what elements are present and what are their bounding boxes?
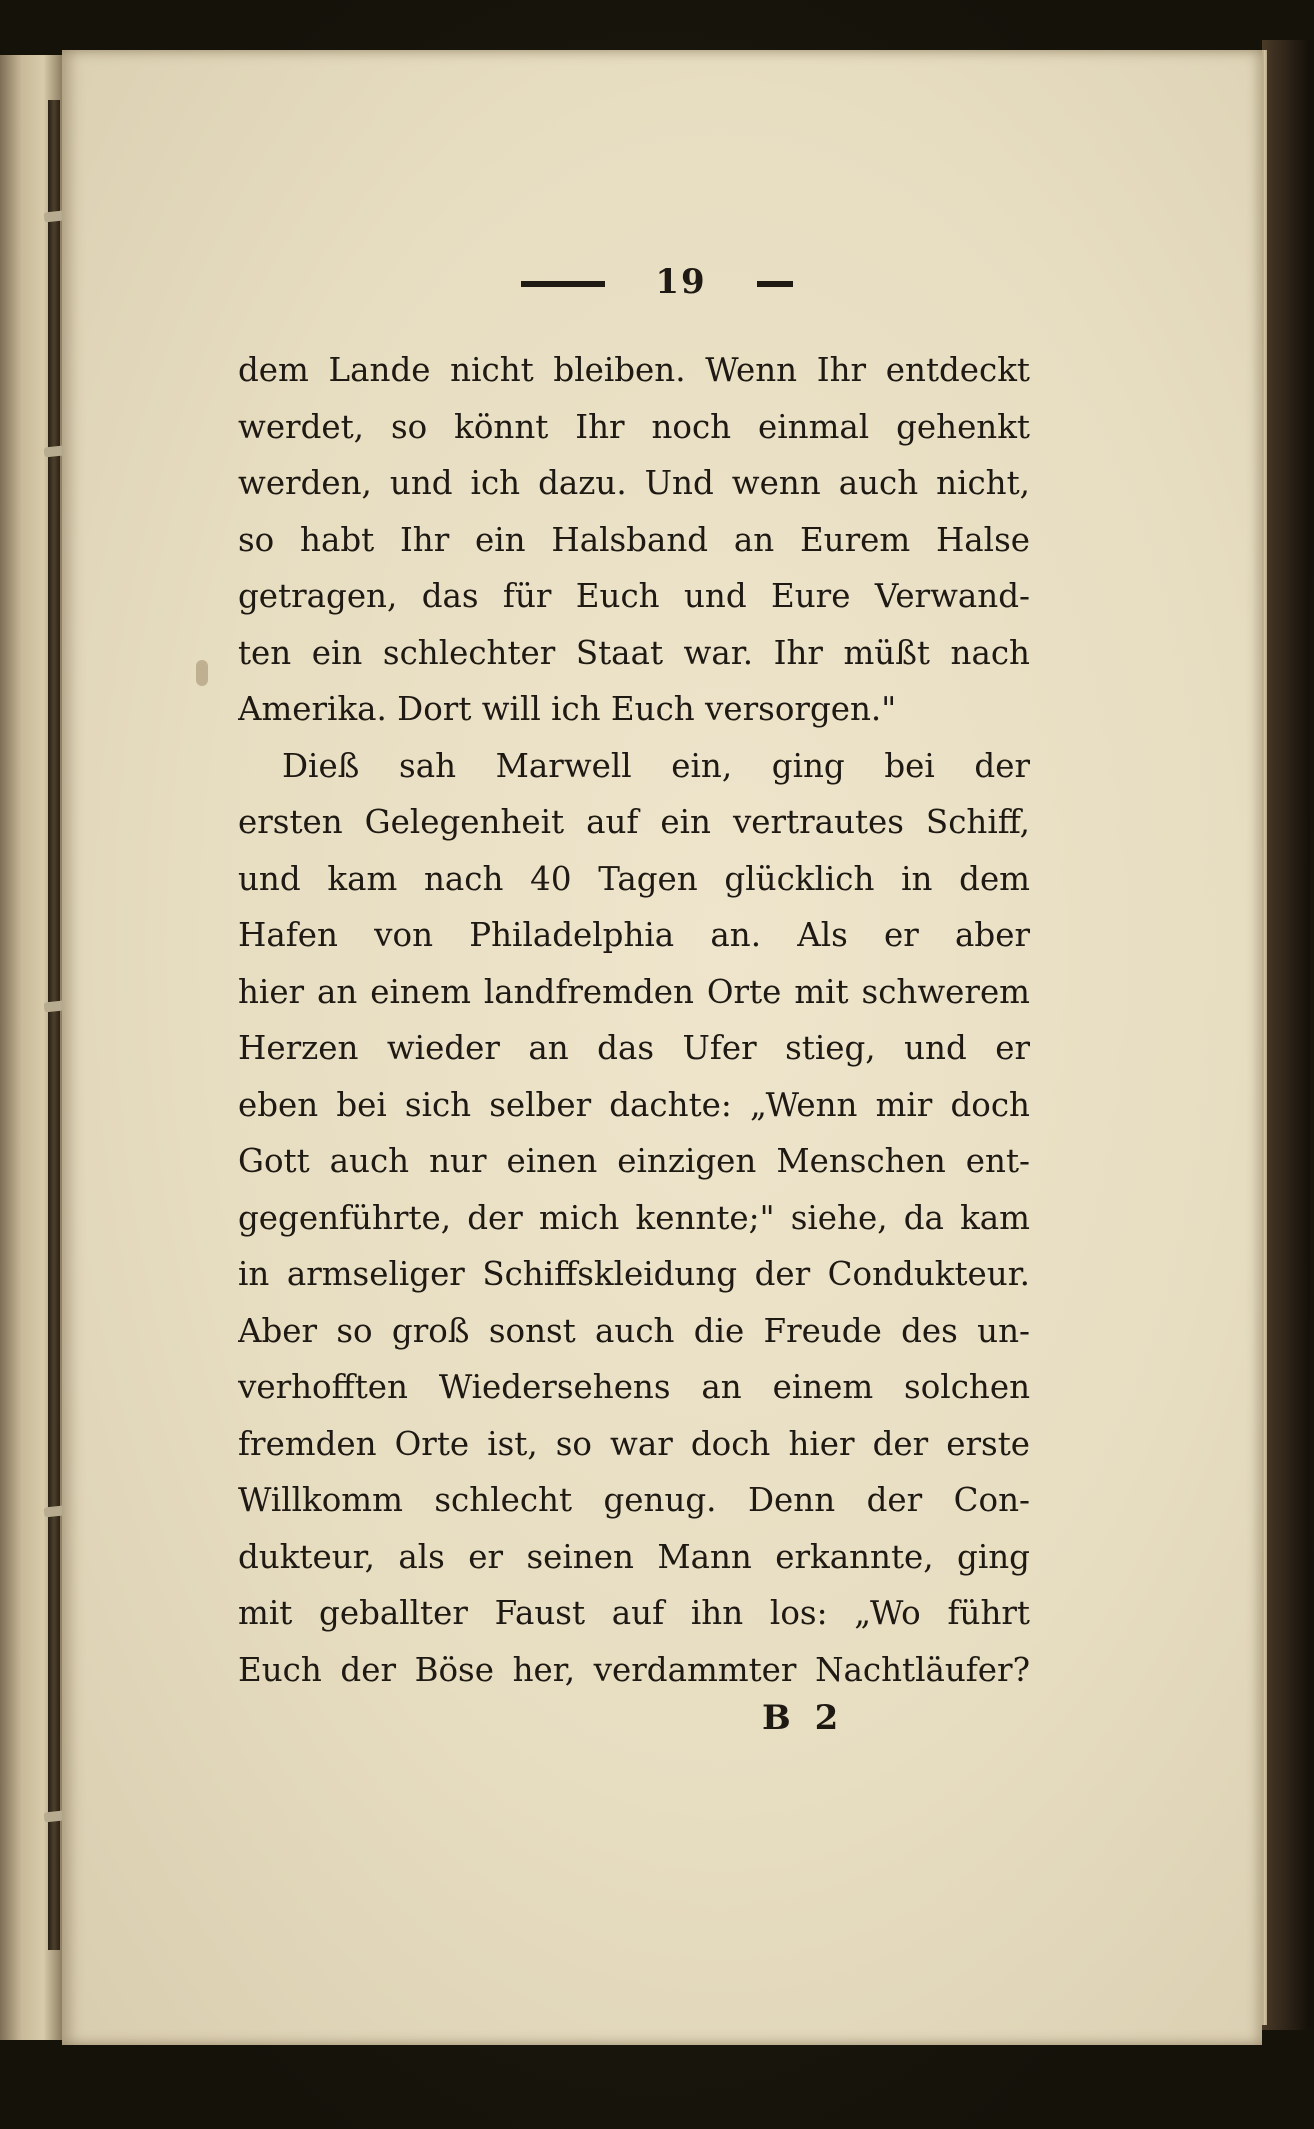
text-line: ten ein schlechter Staat war. Ihr müßt nach	[238, 633, 1030, 672]
page-number: 19	[655, 262, 707, 302]
text-line: ersten Gelegenheit auf ein vertrautes Schiff,	[238, 803, 1030, 841]
text-line: und kam nach 40 Tagen glücklich in dem	[238, 859, 1030, 898]
text-line: so habt Ihr ein Halsband an Eurem Halse	[238, 520, 1030, 559]
header-rule-right	[757, 281, 793, 287]
text-line: Amerika. Dort will ich Euch versorgen."	[238, 690, 897, 728]
text-line: dukteur, als er seinen Mann erkannte, ging	[238, 1537, 1030, 1576]
text-line: in armseliger Schiffskleidung der Condukteur.	[238, 1255, 1030, 1293]
body-text	[238, 342, 1030, 1698]
printer-signature-mark: B 2	[762, 1698, 845, 1738]
text-line: verhofften Wiedersehens an einem solchen	[238, 1368, 1030, 1406]
text-line: Aber so groß sonst auch die Freude des un-	[238, 1311, 1030, 1350]
text-line: Euch der Böse her, verdammter Nachtläufer?	[238, 1650, 1030, 1689]
text-line: dem Lande nicht bleiben. Wenn Ihr entdeckt	[238, 351, 1030, 389]
text-line: gegenführte, der mich kennte;" siehe, da kam	[238, 1198, 1030, 1237]
text-line: werden, und ich dazu. Und wenn auch nicht,	[238, 464, 1030, 502]
book-spine	[48, 100, 60, 1950]
text-line: Dieß sah Marwell ein, ging bei der	[282, 746, 1030, 785]
text-line: getragen, das für Euch und Eure Verwand-	[238, 577, 1030, 615]
text-line: Herzen wieder an das Ufer stieg, und er	[238, 1029, 1030, 1067]
text-line: eben bei sich selber dachte: „Wenn mir doch	[238, 1085, 1030, 1124]
book-cover-edge	[1262, 40, 1310, 2030]
text-line: fremden Orte ist, so war doch hier der erste	[238, 1424, 1030, 1463]
header-rule-left	[521, 281, 605, 287]
paper-stain	[196, 660, 208, 686]
text-line: mit geballter Faust auf ihn los: „Wo führt	[238, 1594, 1030, 1632]
text-line: werdet, so könnt Ihr noch einmal gehenkt	[238, 407, 1030, 446]
text-line: Hafen von Philadelphia an. Als er aber	[238, 916, 1030, 954]
text-line: Willkomm schlecht genug. Denn der Con-	[238, 1481, 1030, 1519]
text-line: Gott auch nur einen einzigen Menschen ent-	[238, 1142, 1030, 1180]
text-line: hier an einem landfremden Orte mit schwerem	[238, 972, 1030, 1011]
page-header	[0, 262, 1314, 302]
